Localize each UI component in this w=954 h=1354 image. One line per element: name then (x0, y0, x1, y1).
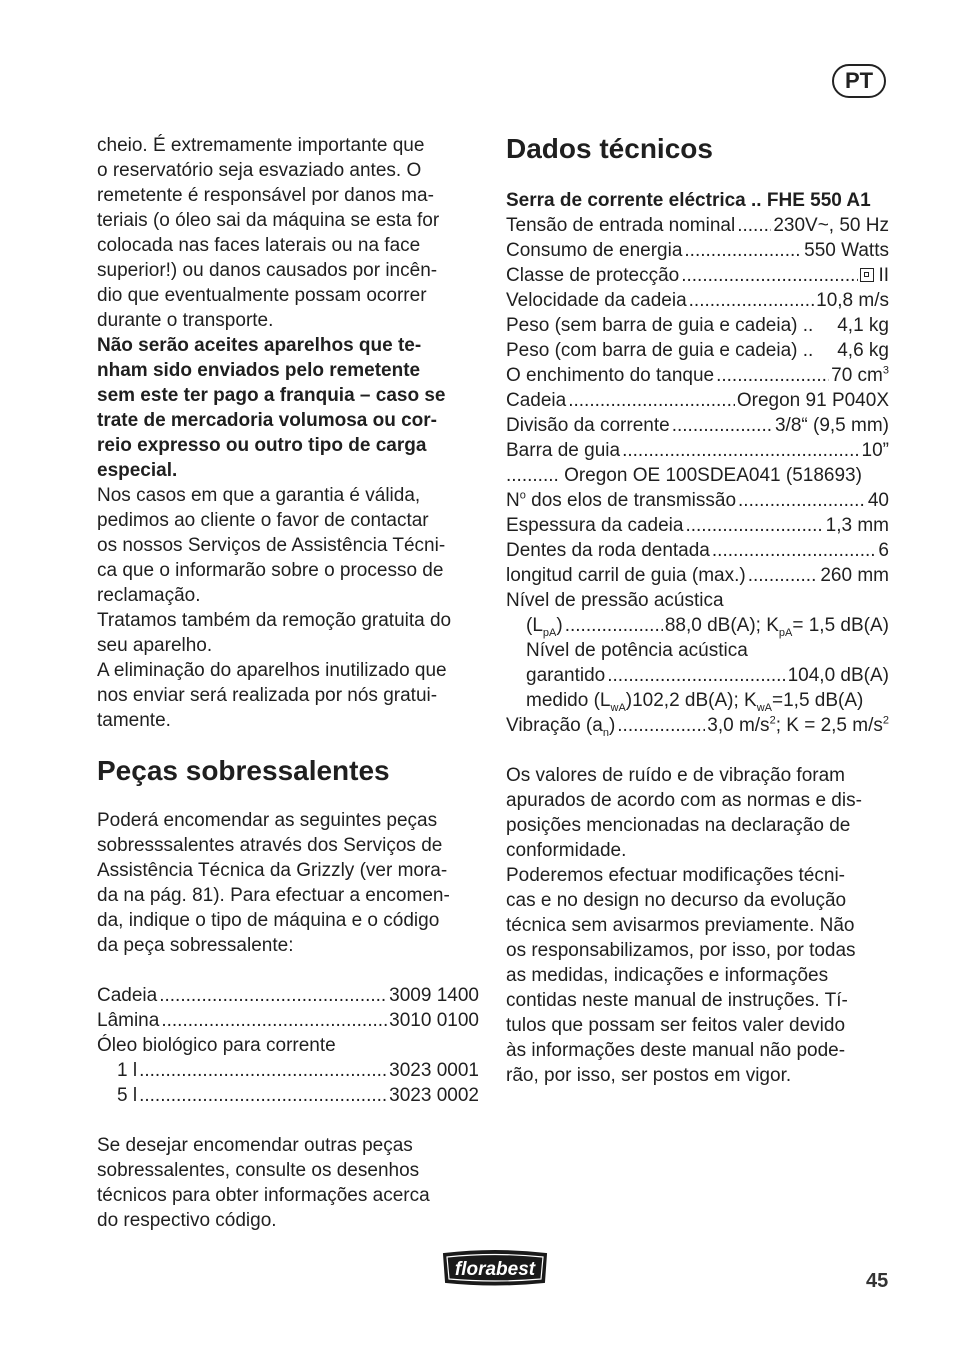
part-row-chain (97, 983, 479, 1008)
text-line: Tratamos também da remoção gratuita do (97, 610, 452, 631)
spec-label-sound-power: Nível de potência acústica (526, 640, 748, 661)
text-line: reio expresso ou outro tipo de carga (97, 435, 427, 456)
spec-label: N (506, 490, 520, 511)
text-line: trate de mercadoria volumosa ou cor- (97, 410, 437, 431)
spec-value: 230V~, 50 Hz (773, 215, 889, 236)
text-line: nos enviar será realizada por nós gratui- (97, 685, 438, 706)
spec-label: Classe de protecção (506, 265, 680, 286)
language-badge: PT (832, 64, 886, 98)
spec-value-wrapper (707, 713, 889, 738)
text-line: Poderemos efectuar modificações técni- (506, 865, 845, 886)
spec-label: Barra de guia (506, 440, 621, 461)
text-line: dio que eventualmente possam ocorrer (97, 285, 427, 306)
text-line: cas e no design no decurso da evolução (506, 890, 847, 911)
spec-value: FHE 550 A1 (766, 190, 871, 211)
spec-label: longitud carril de guia (max.) (506, 565, 746, 586)
text-line: superior!) ou danos causados por incên- (97, 260, 438, 281)
text-line: sobresssalentes através dos Serviços de (97, 835, 443, 856)
spec-row-lpa (506, 613, 889, 638)
text-line: o reservatório seja esvaziado antes. O (97, 160, 422, 181)
spec-subscript: wA (756, 701, 773, 714)
spec-row-voltage (506, 213, 889, 238)
spec-row-drive-links (506, 488, 889, 513)
spec-label: (L (526, 615, 543, 636)
spec-value-wrapper (665, 613, 889, 638)
double-insulation-icon (860, 268, 874, 282)
spec-label-wrapper (506, 488, 736, 513)
text-line: os nossos Serviços de Assistência Técni- (97, 535, 446, 556)
spec-label: ) (556, 615, 563, 636)
spec-label: Serra de corrente eléctrica .. (506, 190, 762, 211)
spec-row-pitch (506, 413, 889, 438)
spec-label: Divisão da corrente (506, 415, 670, 436)
text-line: ca que o informarão sobre o processo de (97, 560, 444, 581)
spec-value-wrapper (860, 263, 889, 288)
spec-label: Espessura da cadeia (506, 515, 684, 536)
spec-label: garantido (526, 665, 606, 686)
text-line: tamente. (97, 710, 171, 731)
spec-label: Dentes da roda dentada (506, 540, 710, 561)
spec-row-weight-with (506, 338, 889, 363)
spec-row-model (506, 188, 889, 213)
text-line: os responsabilizamos, por isso, por todas (506, 940, 856, 961)
spec-label: medido (L (526, 690, 611, 711)
spec-label: Peso (com barra de guia e cadeia) .. (506, 340, 814, 361)
text-line: técnicos para obter informações acerca (97, 1185, 430, 1206)
text-line: Não serão aceites aparelhos que te- (97, 335, 422, 356)
part-code: 3023 0001 (389, 1060, 479, 1081)
spec-value: Oregon 91 P040X (736, 390, 889, 411)
text-line: da peça sobressalente: (97, 935, 294, 956)
part-code: 3023 0002 (389, 1085, 479, 1106)
spec-label: Cadeia (506, 390, 567, 411)
closing-paragraph (97, 1133, 479, 1233)
spec-row-measured (506, 688, 889, 713)
spec-label: Peso (sem barra de guia e cadeia) .. (506, 315, 814, 336)
spec-value: 88,0 dB(A); K (664, 615, 779, 636)
spec-superscript: 2 (769, 714, 776, 727)
spec-label-wrapper (526, 688, 863, 713)
text-line: nham sido enviados pelo remetente (97, 360, 421, 381)
part-code: 3010 0100 (389, 1010, 479, 1031)
text-line: apurados de acordo com as normas e dis- (506, 790, 862, 811)
spec-value: 260 mm (820, 565, 889, 586)
spec-value: 550 Watts (804, 240, 889, 261)
transport-paragraph (97, 133, 479, 333)
text-line: sem este ter pago a franquia – caso se (97, 385, 446, 406)
spec-value: =1,5 dB(A) (772, 690, 864, 711)
spec-row-bar (506, 438, 889, 463)
part-row-oil-1l (97, 1058, 479, 1083)
text-line: as medidas, indicações e informações (506, 965, 829, 986)
spec-row-bar-length (506, 563, 889, 588)
text-line: Se desejar encomendar outras peças (97, 1135, 413, 1156)
spec-value: 70 cm (831, 365, 883, 386)
spec-label: O enchimento do tanque (506, 365, 715, 386)
part-label-oil: Óleo biológico para corrente (97, 1035, 336, 1056)
text-line: teriais (o óleo sai da máquina se esta for (97, 210, 440, 231)
spec-value: ; K = 2,5 m/s (775, 715, 883, 736)
spec-row-sprocket-teeth (506, 538, 889, 563)
part-label: 5 l (117, 1085, 138, 1106)
part-label: Cadeia (97, 985, 158, 1006)
right-column (506, 133, 889, 1088)
text-line: durante o transporte. (97, 310, 274, 331)
warranty-paragraph (97, 483, 479, 733)
text-line: rão, por isso, ser postos em vigor. (506, 1065, 792, 1086)
part-label: Lâmina (97, 1010, 160, 1031)
text-line: Nos casos em que a garantia é válida, (97, 485, 421, 506)
spec-subscript: wA (610, 701, 626, 714)
spec-value: 3,0 m/s (707, 715, 770, 736)
spec-label: dos elos de transmissão (525, 490, 737, 511)
text-line: pedimos ao cliente o favor de contactar (97, 510, 429, 531)
spec-row-chain (506, 388, 889, 413)
spec-subscript: n (602, 726, 609, 739)
text-line: remetente é responsável por danos ma- (97, 185, 434, 206)
spec-value: 6 (878, 540, 889, 561)
part-label: 1 l (117, 1060, 138, 1081)
spare-parts-heading: Peças sobressalentes (97, 755, 390, 786)
text-line: Assistência Técnica da Grizzly (ver mora- (97, 860, 448, 881)
spec-value: 104,0 dB(A) (787, 665, 889, 686)
text-line: posições mencionadas na declaração de (506, 815, 851, 836)
florabest-logo (438, 1246, 552, 1288)
technical-data-heading: Dados técnicos (506, 133, 713, 164)
text-line: técnica sem avisarmos previamente. Não (506, 915, 855, 936)
spec-row-weight-without (506, 313, 889, 338)
spec-label: Tensão de entrada nominal (506, 215, 736, 236)
text-line: do respectivo código. (97, 1210, 277, 1231)
spec-row-tank (506, 363, 889, 388)
left-column (97, 133, 479, 1233)
text-line: especial. (97, 460, 178, 481)
spec-label: Vibração (a (506, 715, 603, 736)
text-line: seu aparelho. (97, 635, 213, 656)
spec-row-power (506, 238, 889, 263)
text-line: contidas neste manual de instruções. Tí- (506, 990, 848, 1011)
spec-value: 10,8 m/s (816, 290, 889, 311)
spec-value: 40 (867, 490, 889, 511)
spec-superscript: o (519, 489, 526, 502)
spec-subscript: pA (542, 626, 557, 639)
text-line: Poderá encomendar as seguintes peças (97, 810, 438, 831)
warning-paragraph (97, 333, 479, 483)
text-line: conformidade. (506, 840, 627, 861)
spec-superscript: 3 (882, 364, 889, 377)
text-line: da na pág. 81). Para efectuar a encomen- (97, 885, 450, 906)
spec-row-vibration (506, 713, 889, 738)
text-line: colocada nas faces laterais ou na face (97, 235, 421, 256)
spec-superscript: 2 (882, 714, 889, 727)
spec-value: II (878, 265, 889, 286)
part-code: 3009 1400 (389, 985, 479, 1006)
spec-bar-model: .......... Oregon OE 100SDEA041 (518693) (506, 465, 862, 486)
text-line: da, indique o tipo de máquina e o código (97, 910, 440, 931)
notes-paragraph (506, 763, 889, 1088)
spec-label-sound-pressure: Nível de pressão acústica (506, 590, 724, 611)
part-row-oil-5l (97, 1083, 479, 1108)
spec-value: = 1,5 dB(A) (792, 615, 889, 636)
spec-subscript: pA (778, 626, 793, 639)
spec-value-wrapper (831, 363, 889, 388)
spec-value: 4,1 kg (837, 315, 889, 336)
spec-label: Velocidade da cadeia (506, 290, 687, 311)
spec-value: 3/8“ (9,5 mm) (774, 415, 889, 436)
spec-row-chain-thickness (506, 513, 889, 538)
text-line: sobressalentes, consulte os desenhos (97, 1160, 420, 1181)
spec-row-chain-speed (506, 288, 889, 313)
text-line: cheio. É extremamente importante que (97, 135, 425, 156)
part-row-blade (97, 1008, 479, 1033)
spec-value: )102,2 dB(A); K (625, 690, 757, 711)
page-number: 45 (866, 1270, 889, 1292)
spec-label: Consumo de energia (506, 240, 683, 261)
text-line: reclamação. (97, 585, 201, 606)
spare-parts-intro (97, 808, 479, 958)
text-line: às informações deste manual não pode- (506, 1040, 846, 1061)
spec-label-wrapper (526, 613, 563, 638)
logo-text: florabest (454, 1259, 536, 1280)
text-line: tulos que possam ser feitos valer devido (506, 1015, 846, 1036)
spec-label-wrapper (506, 713, 615, 738)
spec-value: 10” (861, 440, 889, 461)
spec-label: ) (608, 715, 616, 736)
text-line: A eliminação do aparelhos inutilizado que (97, 660, 447, 681)
spec-value: 1,3 mm (825, 515, 889, 536)
parts-list (97, 983, 479, 1108)
text-line: Os valores de ruído e de vibração foram (506, 765, 846, 786)
spec-row-guaranteed (506, 663, 889, 688)
spec-value: 4,6 kg (837, 340, 889, 361)
spec-row-protection-class (506, 263, 889, 288)
